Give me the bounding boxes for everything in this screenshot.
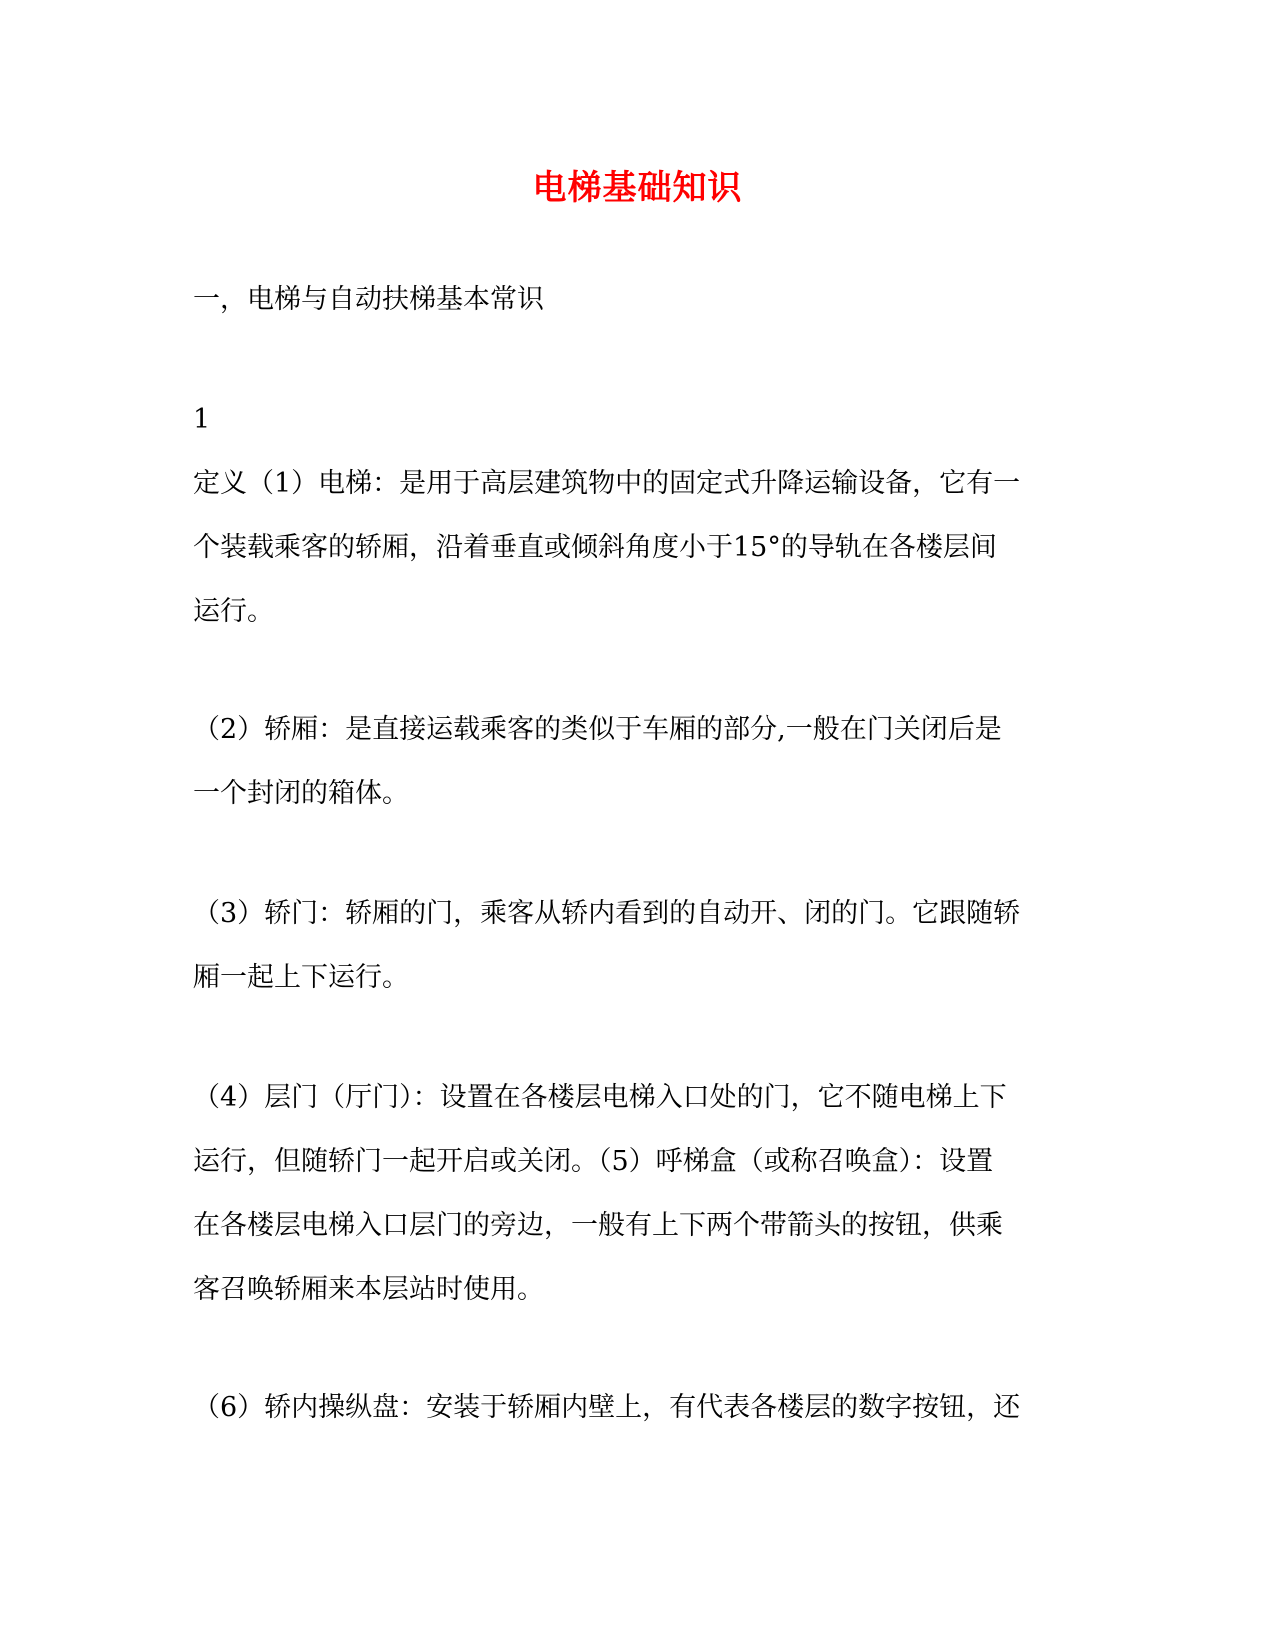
paragraph-operating-panel <box>193 1376 1093 1440</box>
paragraph-line: 在各楼层电梯入口层门的旁边，一般有上下两个带箭头的按钮，供乘 <box>193 1210 1003 1241</box>
paragraph-line: 厢一起上下运行。 <box>193 962 409 993</box>
section-heading-text: 一，电梯与自动扶梯基本常识 <box>193 284 544 315</box>
paragraph-line: （2）轿厢：是直接运载乘客的类似于车厢的部分,一般在门关闭后是 <box>193 714 1002 745</box>
paragraph-line: （6）轿内操纵盘：安装于轿厢内壁上，有代表各楼层的数字按钮，还 <box>193 1392 1021 1423</box>
paragraph-car-door <box>193 882 1093 1010</box>
document-title: 电梯基础知识 <box>532 168 743 208</box>
paragraph-line: 一个封闭的箱体。 <box>193 778 409 809</box>
paragraph-landing-door <box>193 1066 1093 1322</box>
paragraph-car <box>193 698 1093 826</box>
paragraph-line: 个装载乘客的轿厢，沿着垂直或倾斜角度小于15°的导轨在各楼层间 <box>193 532 997 563</box>
paragraph-line: 定义（1）电梯：是用于高层建筑物中的固定式升降运输设备，它有一 <box>193 468 1021 499</box>
paragraph-definition-elevator <box>193 452 1093 644</box>
paragraph-line: （4）层门（厅门）：设置在各楼层电梯入口处的门，它不随电梯上下 <box>193 1082 1007 1113</box>
paragraph-line: 客召唤轿厢来本层站时使用。 <box>193 1274 544 1305</box>
paragraph-line: 运行。 <box>193 596 274 627</box>
section-number <box>193 388 1093 452</box>
paragraph-line: （3）轿门：轿厢的门，乘客从轿内看到的自动开、闭的门。它跟随轿 <box>193 898 1021 929</box>
section-number-text: 1 <box>193 404 211 435</box>
section-heading <box>193 268 1093 332</box>
paragraph-line: 运行，但随轿门一起开启或关闭。（5）呼梯盒（或称召唤盒）：设置 <box>193 1146 994 1177</box>
